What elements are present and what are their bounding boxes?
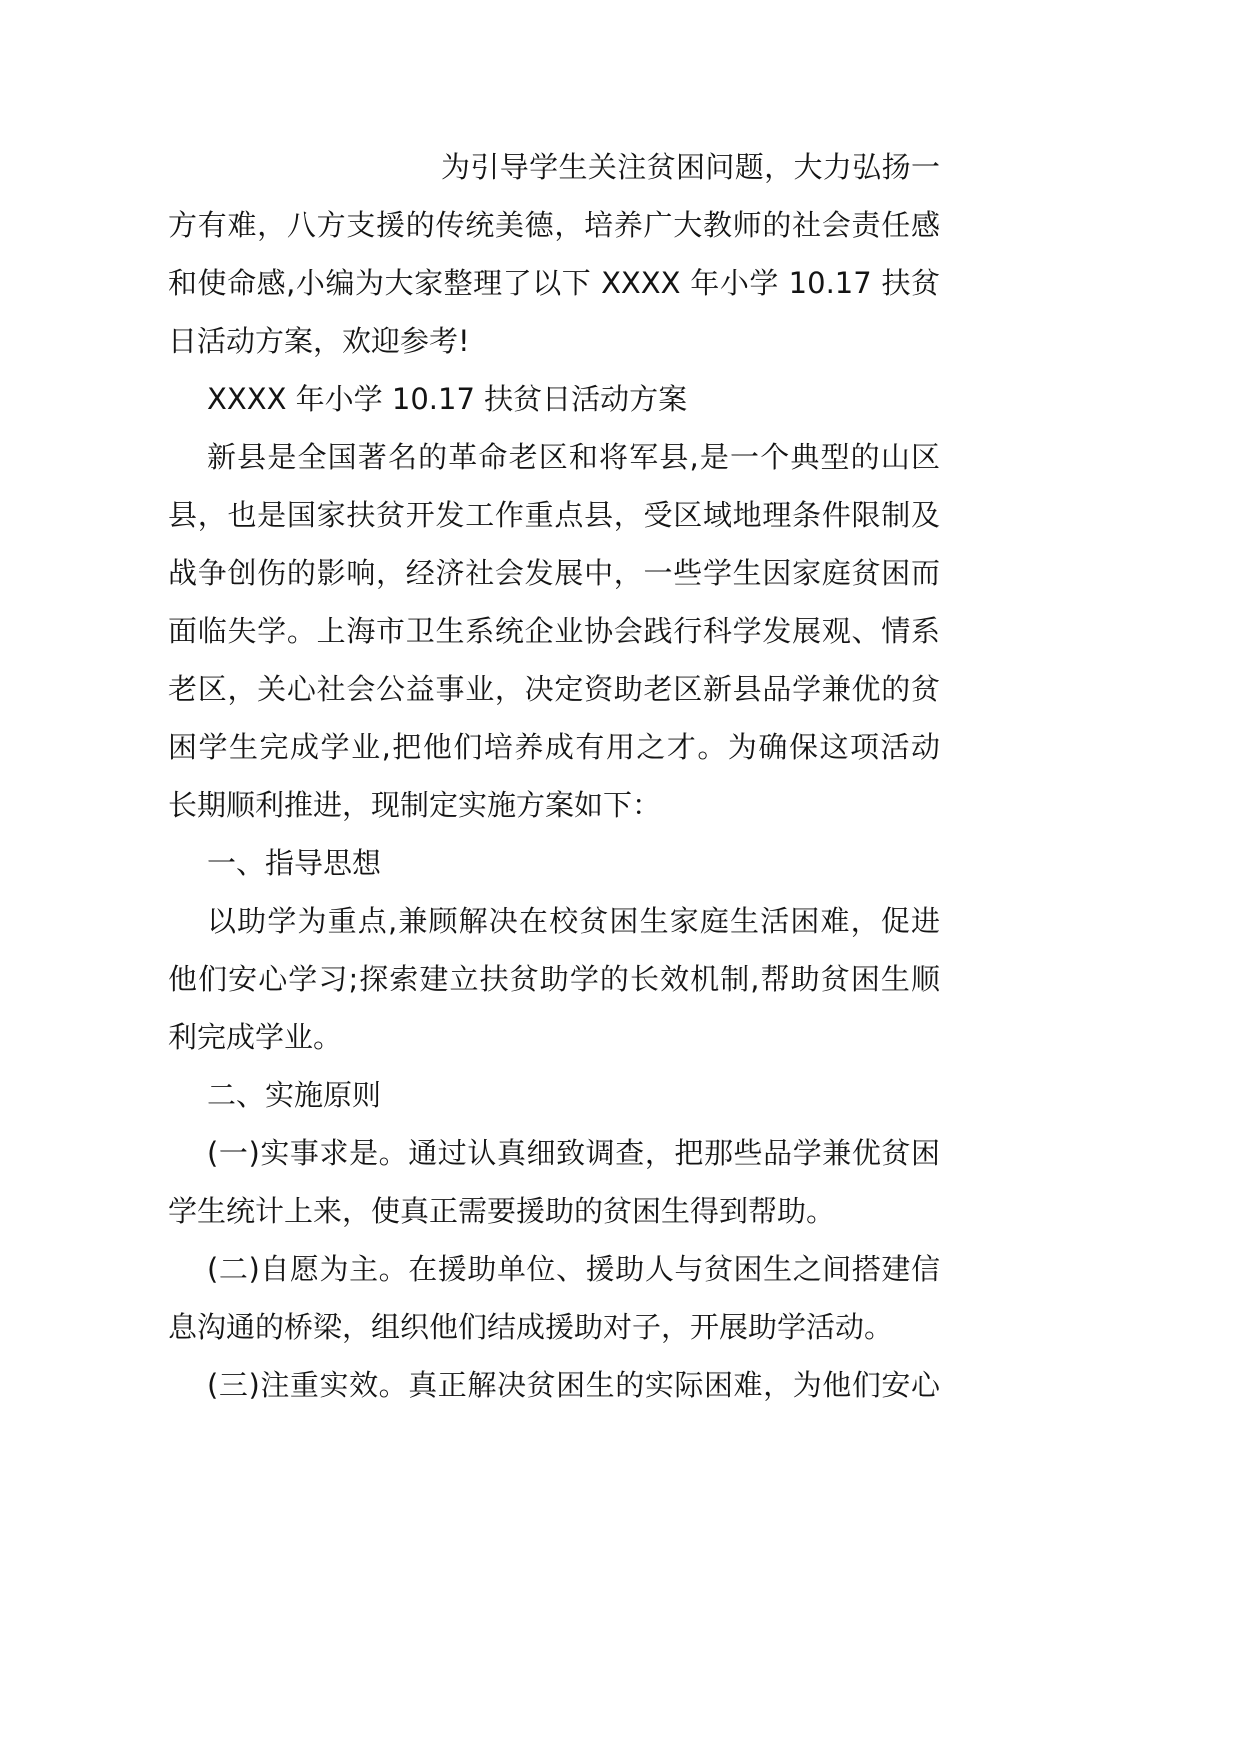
text-line: XXXX 年小学 10.17 扶贫日活动方案	[207, 382, 688, 416]
text-line: 和使命感,小编为大家整理了以下 XXXX 年小学 10.17 扶贫	[168, 266, 940, 300]
intro-paragraph	[168, 138, 940, 370]
section-heading	[168, 1066, 940, 1124]
body-paragraph	[168, 428, 940, 834]
text-line: (二)自愿为主。在援助单位、援助人与贫困生之间搭建信	[207, 1252, 940, 1286]
document-page	[168, 138, 940, 1414]
body-paragraph	[168, 892, 940, 1066]
section-heading	[168, 834, 940, 892]
text-line: 日活动方案，欢迎参考!	[168, 324, 470, 358]
text-line: 县，也是国家扶贫开发工作重点县，受区域地理条件限制及	[168, 498, 940, 532]
text-line: 学生统计上来，使真正需要援助的贫困生得到帮助。	[168, 1194, 836, 1228]
document-title	[168, 370, 940, 428]
text-line: 老区，关心社会公益事业，决定资助老区新县品学兼优的贫	[168, 672, 940, 706]
text-line: (三)注重实效。真正解决贫困生的实际困难，为他们安心	[207, 1368, 940, 1402]
text-line: 二、实施原则	[207, 1078, 382, 1112]
text-line: 面临失学。上海市卫生系统企业协会践行科学发展观、情系	[168, 614, 940, 648]
text-line: 为引导学生关注贫困问题，大力弘扬一	[441, 150, 940, 184]
text-line: 方有难，八方支援的传统美德，培养广大教师的社会责任感	[168, 208, 940, 242]
principle-paragraph	[168, 1356, 940, 1414]
text-line: 长期顺利推进，现制定实施方案如下：	[168, 788, 662, 822]
principle-paragraph	[168, 1240, 940, 1356]
text-line: 新县是全国著名的革命老区和将军县,是一个典型的山区	[207, 440, 940, 474]
text-line: 息沟通的桥梁，组织他们结成援助对子，开展助学活动。	[168, 1310, 894, 1344]
text-line: 利完成学业。	[168, 1020, 343, 1054]
text-line: (一)实事求是。通过认真细致调查，把那些品学兼优贫困	[207, 1136, 940, 1170]
text-line: 战争创伤的影响，经济社会发展中，一些学生因家庭贫困而	[168, 556, 940, 590]
text-line: 他们安心学习;探索建立扶贫助学的长效机制,帮助贫困生顺	[168, 962, 940, 996]
text-line: 以助学为重点,兼顾解决在校贫困生家庭生活困难，促进	[207, 904, 940, 938]
text-line: 一、指导思想	[207, 846, 382, 880]
text-line: 困学生完成学业,把他们培养成有用之才。为确保这项活动	[168, 730, 940, 764]
principle-paragraph	[168, 1124, 940, 1240]
